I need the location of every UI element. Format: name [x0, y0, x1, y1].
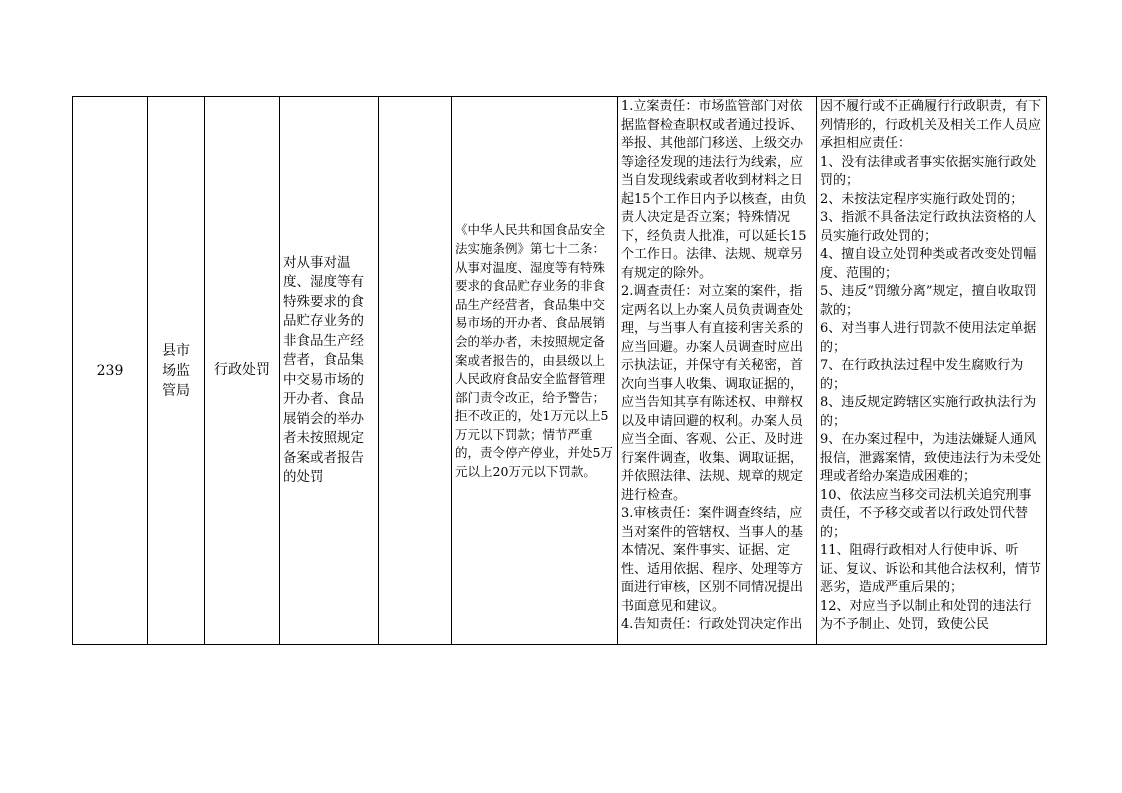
- accountability-item-4: 4、擅自设立处罚种类或者改变处罚幅度、范围的；: [820, 247, 1037, 281]
- responsibility-table: [72, 96, 1047, 645]
- department-text: 县市场监管局: [162, 342, 190, 399]
- cell-responsibility: [618, 97, 817, 644]
- row-number: 239: [96, 362, 124, 379]
- accountability-item-8: 8、违反规定跨辖区实施行政执法行为的；: [820, 395, 1037, 429]
- responsibility-para-3: 3.审核责任：案件调查终结，应当对案件的管辖权、当事人的基本情况、案件事实、证据、定性、适用依据、程序、处理等方面进行审核，区别不同情况提出书面意见和建议。: [621, 506, 804, 614]
- accountability-item-2: 2、未按法定程序实施行政处罚的；: [820, 191, 1024, 207]
- cell-accountability: [817, 97, 1046, 644]
- accountability-item-12: 12、对应当予以制止和处罚的违法行为不予制止、处罚，致使公民: [820, 598, 1032, 632]
- sub-item-text: [379, 101, 385, 116]
- responsibility-para-1: 1.立案责任：市场监管部门对依据监督检查职权或者通过投诉、举报、其他部门移送、上级交办等途径发现的违法行为线索，应当自发现线索或者收到材料之日起15个工作日内予以核查，由负责人决定是否立案；特殊情况下，经负责人批准，可以延长15个工作日。法律、法规、规章另有规定的除外。: [621, 99, 807, 281]
- cell-item: [280, 97, 379, 644]
- cell-category: [205, 97, 280, 644]
- accountability-item-10: 10、依法应当移交司法机关追究刑事责任，不予移交或者以行政处罚代替的；: [820, 487, 1032, 540]
- category-text: 行政处罚: [214, 362, 270, 379]
- responsibility-para-4: 4.告知责任：行政处罚决定作出: [621, 617, 803, 632]
- accountability-item-3: 3、指派不具备法定行政执法资格的人员实施行政处罚的；: [820, 210, 1037, 244]
- accountability-item-6: 6、对当事人进行罚款不使用法定单据的；: [820, 321, 1037, 355]
- accountability-intro: 因不履行或不正确履行行政职责，有下列情形的，行政机关及相关工作人员应承担相应责任：: [820, 99, 1042, 151]
- accountability-item-9: 9、在办案过程中，为违法嫌疑人通风报信，泄露案情，致使违法行为未受处理或者给办案造成困难的；: [820, 432, 1042, 484]
- accountability-item-7: 7、在行政执法过程中发生腐败行为的；: [820, 358, 1024, 392]
- responsibility-para-2: 2.调查责任：对立案的案件，指定两名以上办案人员负责调查处理，与当事人有直接利害关系的应当回避。办案人员调查时应出示执法证，并保守有关秘密，首次向当事人收集、调取证据的，应当告知其享有陈述权、申辩权以及申请回避的权利。办案人员应当全面、客观、公正、及时进行案件调查，收集、调取证据，并依照法律、法规、规章的规定进行检查。: [621, 284, 804, 503]
- cell-sub-item: [379, 97, 452, 644]
- cell-number: [73, 97, 148, 644]
- item-text: 对从事对温度、湿度等有特殊要求的食品贮存业务的非食品生产经营者，食品集中交易市场的开办者、食品展销会的举办者未按照规定备案或者报告的处罚: [283, 254, 364, 485]
- basis-text: 《中华人民共和国食品安全法实施条例》第七十二条：从事对温度、湿度等有特殊要求的食品贮存业务的非食品生产经营者，食品集中交易市场的开办者、食品展销会的举办者，未按照规定备案或者报告的，由县级以上人民政府食品安全监督管理部门责令改正，给予警告；拒不改正的，处1万元以上5万元以下罚款；情节严重的，责令停产停业，并处5万元以上20万元以下罚款。: [455, 222, 613, 480]
- cell-basis: [452, 97, 618, 644]
- cell-department: [148, 97, 205, 644]
- accountability-item-11: 11、阻碍行政相对人行使申诉、听证、复议、诉讼和其他合法权利，情节恶劣，造成严重后果的；: [820, 543, 1042, 595]
- accountability-item-1: 1、没有法律或者事实依据实施行政处罚的；: [820, 154, 1037, 188]
- accountability-item-5: 5、违反“罚缴分离”规定，擅自收取罚款的；: [820, 284, 1037, 318]
